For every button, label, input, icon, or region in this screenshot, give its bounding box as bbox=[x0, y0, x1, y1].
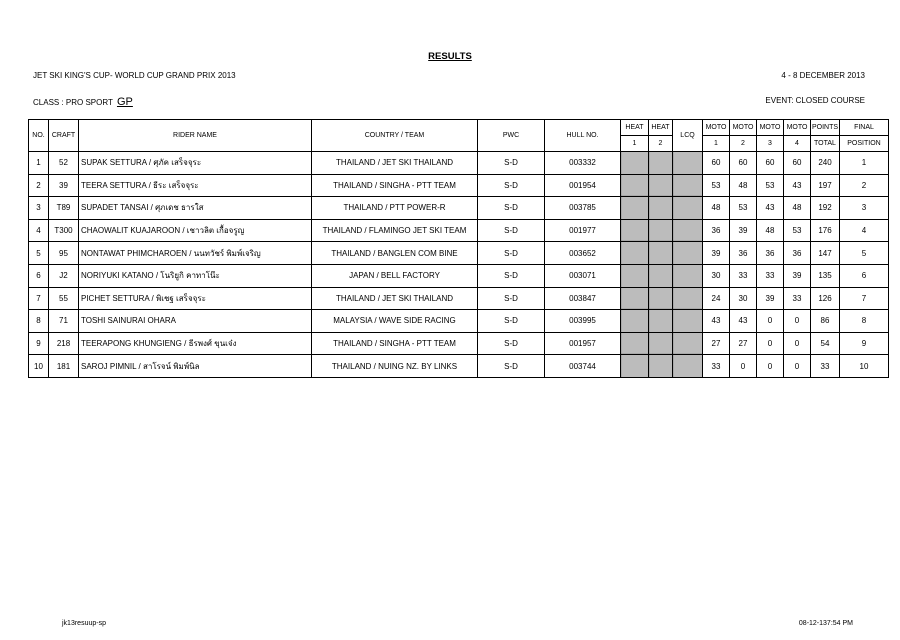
cell-heat1 bbox=[621, 310, 649, 333]
cell-craft: 55 bbox=[49, 287, 79, 310]
cell-moto3: 36 bbox=[757, 242, 784, 265]
cell-hull: 003995 bbox=[545, 310, 621, 333]
cell-craft: 218 bbox=[49, 332, 79, 355]
cell-moto1: 48 bbox=[703, 197, 730, 220]
cell-hull: 003785 bbox=[545, 197, 621, 220]
col-header-craft: CRAFT bbox=[49, 120, 79, 152]
cell-heat1 bbox=[621, 332, 649, 355]
cell-no: 8 bbox=[29, 310, 49, 333]
cell-moto3: 39 bbox=[757, 287, 784, 310]
cell-moto3: 0 bbox=[757, 310, 784, 333]
cell-moto1: 39 bbox=[703, 242, 730, 265]
cell-moto1: 60 bbox=[703, 152, 730, 175]
cell-final-position: 10 bbox=[840, 355, 889, 378]
cell-heat2 bbox=[649, 264, 673, 287]
cell-moto3: 60 bbox=[757, 152, 784, 175]
cell-moto2: 0 bbox=[730, 355, 757, 378]
cell-heat2 bbox=[649, 219, 673, 242]
cell-rider: SAROJ PIMNIL / สาโรจน์ พิมพ์นิล bbox=[79, 355, 312, 378]
cell-heat1 bbox=[621, 174, 649, 197]
cell-rider: CHAOWALIT KUAJAROON / เชาวลิต เกื้อจรูญ bbox=[79, 219, 312, 242]
cell-moto4: 48 bbox=[784, 197, 811, 220]
cell-points-total: 176 bbox=[811, 219, 840, 242]
cell-moto1: 33 bbox=[703, 355, 730, 378]
cell-lcq bbox=[673, 264, 703, 287]
cell-points-total: 33 bbox=[811, 355, 840, 378]
cell-rider: SUPAK SETTURA / ศุภัค เสร็จจุระ bbox=[79, 152, 312, 175]
cell-rider: NORIYUKI KATANO / โนริยูกิ คาทาโน๊ะ bbox=[79, 264, 312, 287]
cell-craft: T300 bbox=[49, 219, 79, 242]
cell-moto3: 0 bbox=[757, 332, 784, 355]
cell-final-position: 5 bbox=[840, 242, 889, 265]
footer-file-code: jk13resuup-sp bbox=[62, 620, 106, 627]
cell-no: 7 bbox=[29, 287, 49, 310]
cell-final-position: 1 bbox=[840, 152, 889, 175]
cell-moto2: 39 bbox=[730, 219, 757, 242]
cell-moto1: 27 bbox=[703, 332, 730, 355]
col-header-heat1-num: 1 bbox=[621, 136, 649, 152]
cell-hull: 003652 bbox=[545, 242, 621, 265]
cell-heat2 bbox=[649, 197, 673, 220]
cell-final-position: 8 bbox=[840, 310, 889, 333]
cell-heat1 bbox=[621, 152, 649, 175]
cell-craft: 181 bbox=[49, 355, 79, 378]
cell-final-position: 3 bbox=[840, 197, 889, 220]
cell-lcq bbox=[673, 287, 703, 310]
col-header-moto4: MOTO bbox=[784, 120, 811, 136]
cell-rider: SUPADET TANSAI / ศุภเดช ธารใส bbox=[79, 197, 312, 220]
cell-country: THAILAND / SINGHA - PTT TEAM bbox=[312, 332, 478, 355]
col-header-moto2-num: 2 bbox=[730, 136, 757, 152]
table-row bbox=[29, 355, 889, 378]
cell-final-position: 2 bbox=[840, 174, 889, 197]
table-row bbox=[29, 242, 889, 265]
cell-points-total: 197 bbox=[811, 174, 840, 197]
cell-pwc: S-D bbox=[478, 287, 545, 310]
cell-hull: 003071 bbox=[545, 264, 621, 287]
col-header-heat1: HEAT bbox=[621, 120, 649, 136]
col-header-points: POINTS bbox=[811, 120, 840, 136]
cell-moto4: 39 bbox=[784, 264, 811, 287]
col-header-country: COUNTRY / TEAM bbox=[312, 120, 478, 152]
cell-lcq bbox=[673, 242, 703, 265]
cell-no: 10 bbox=[29, 355, 49, 378]
cell-lcq bbox=[673, 174, 703, 197]
cell-moto4: 36 bbox=[784, 242, 811, 265]
col-header-no: NO. bbox=[29, 120, 49, 152]
cell-country: THAILAND / FLAMINGO JET SKI TEAM bbox=[312, 219, 478, 242]
cell-rider: TEERAPONG KHUNGIENG / ธีรพงศ์ ขุนเจ๋ง bbox=[79, 332, 312, 355]
cell-points-total: 54 bbox=[811, 332, 840, 355]
col-header-moto4-num: 4 bbox=[784, 136, 811, 152]
cell-moto3: 48 bbox=[757, 219, 784, 242]
cell-hull: 001977 bbox=[545, 219, 621, 242]
cell-country: THAILAND / PTT POWER-R bbox=[312, 197, 478, 220]
col-header-heat2-num: 2 bbox=[649, 136, 673, 152]
cell-rider: NONTAWAT PHIMCHAROEN / นนทวัชร์ พิมพ์เจริญ bbox=[79, 242, 312, 265]
col-header-moto1-num: 1 bbox=[703, 136, 730, 152]
cell-moto2: 33 bbox=[730, 264, 757, 287]
cell-lcq bbox=[673, 219, 703, 242]
table-row bbox=[29, 332, 889, 355]
cell-final-position: 7 bbox=[840, 287, 889, 310]
cell-pwc: S-D bbox=[478, 242, 545, 265]
cell-moto4: 33 bbox=[784, 287, 811, 310]
class-code: GP bbox=[116, 96, 133, 108]
cell-craft: 39 bbox=[49, 174, 79, 197]
cell-no: 9 bbox=[29, 332, 49, 355]
cell-hull: 003332 bbox=[545, 152, 621, 175]
cell-heat1 bbox=[621, 287, 649, 310]
cell-final-position: 4 bbox=[840, 219, 889, 242]
cell-moto4: 43 bbox=[784, 174, 811, 197]
cell-heat1 bbox=[621, 219, 649, 242]
cell-moto2: 43 bbox=[730, 310, 757, 333]
table-row bbox=[29, 152, 889, 175]
cell-pwc: S-D bbox=[478, 219, 545, 242]
col-header-moto1: MOTO bbox=[703, 120, 730, 136]
cell-country: JAPAN / BELL FACTORY bbox=[312, 264, 478, 287]
cell-heat2 bbox=[649, 355, 673, 378]
cell-moto1: 36 bbox=[703, 219, 730, 242]
cell-hull: 003744 bbox=[545, 355, 621, 378]
cell-rider: TOSHI SAINURAI OHARA bbox=[79, 310, 312, 333]
cell-moto3: 43 bbox=[757, 197, 784, 220]
class-label: CLASS : PRO SPORT bbox=[33, 98, 113, 107]
cell-points-total: 126 bbox=[811, 287, 840, 310]
cell-lcq bbox=[673, 332, 703, 355]
cell-craft: 71 bbox=[49, 310, 79, 333]
cell-country: THAILAND / JET SKI THAILAND bbox=[312, 152, 478, 175]
cell-country: MALAYSIA / WAVE SIDE RACING bbox=[312, 310, 478, 333]
cell-no: 6 bbox=[29, 264, 49, 287]
cell-pwc: S-D bbox=[478, 310, 545, 333]
cell-moto1: 43 bbox=[703, 310, 730, 333]
cell-heat2 bbox=[649, 242, 673, 265]
cell-moto3: 33 bbox=[757, 264, 784, 287]
table-row bbox=[29, 264, 889, 287]
cell-no: 2 bbox=[29, 174, 49, 197]
cell-moto2: 48 bbox=[730, 174, 757, 197]
cell-craft: 95 bbox=[49, 242, 79, 265]
cell-heat1 bbox=[621, 197, 649, 220]
cell-pwc: S-D bbox=[478, 332, 545, 355]
cell-rider: PICHET SETTURA / พิเชฐ เสร็จจุระ bbox=[79, 287, 312, 310]
cell-moto3: 0 bbox=[757, 355, 784, 378]
results-table bbox=[28, 119, 889, 378]
cell-no: 3 bbox=[29, 197, 49, 220]
cell-no: 1 bbox=[29, 152, 49, 175]
cell-moto2: 30 bbox=[730, 287, 757, 310]
cell-no: 5 bbox=[29, 242, 49, 265]
col-header-heat2: HEAT bbox=[649, 120, 673, 136]
cell-moto1: 24 bbox=[703, 287, 730, 310]
cell-lcq bbox=[673, 310, 703, 333]
table-row bbox=[29, 174, 889, 197]
col-header-final: FINAL bbox=[840, 120, 889, 136]
cell-rider: TEERA SETTURA / ธีระ เสร็จจุระ bbox=[79, 174, 312, 197]
cell-moto4: 0 bbox=[784, 310, 811, 333]
cell-hull: 001957 bbox=[545, 332, 621, 355]
cell-pwc: S-D bbox=[478, 355, 545, 378]
col-header-lcq: LCQ bbox=[673, 120, 703, 152]
header-row bbox=[29, 120, 889, 136]
cell-no: 4 bbox=[29, 219, 49, 242]
event-name: JET SKI KING'S CUP- WORLD CUP GRAND PRIX 2013 bbox=[33, 71, 236, 80]
cell-points-total: 240 bbox=[811, 152, 840, 175]
col-header-hull: HULL NO. bbox=[545, 120, 621, 152]
cell-moto2: 60 bbox=[730, 152, 757, 175]
cell-moto2: 53 bbox=[730, 197, 757, 220]
cell-heat2 bbox=[649, 174, 673, 197]
col-header-final-position: POSITION bbox=[840, 136, 889, 152]
class-line bbox=[33, 96, 133, 108]
cell-moto3: 53 bbox=[757, 174, 784, 197]
cell-lcq bbox=[673, 152, 703, 175]
col-header-points-total: TOTAL bbox=[811, 136, 840, 152]
col-header-moto2: MOTO bbox=[730, 120, 757, 136]
cell-points-total: 192 bbox=[811, 197, 840, 220]
cell-craft: J2 bbox=[49, 264, 79, 287]
col-header-moto3: MOTO bbox=[757, 120, 784, 136]
col-header-moto3-num: 3 bbox=[757, 136, 784, 152]
cell-moto4: 0 bbox=[784, 355, 811, 378]
cell-moto1: 53 bbox=[703, 174, 730, 197]
cell-pwc: S-D bbox=[478, 197, 545, 220]
cell-country: THAILAND / NUING NZ. BY LINKS bbox=[312, 355, 478, 378]
cell-points-total: 147 bbox=[811, 242, 840, 265]
cell-pwc: S-D bbox=[478, 264, 545, 287]
cell-moto2: 27 bbox=[730, 332, 757, 355]
cell-hull: 003847 bbox=[545, 287, 621, 310]
table-row bbox=[29, 219, 889, 242]
cell-moto1: 30 bbox=[703, 264, 730, 287]
cell-country: THAILAND / BANGLEN COM BINE bbox=[312, 242, 478, 265]
cell-points-total: 135 bbox=[811, 264, 840, 287]
event-dates: 4 - 8 DECEMBER 2013 bbox=[781, 71, 865, 80]
cell-moto2: 36 bbox=[730, 242, 757, 265]
cell-points-total: 86 bbox=[811, 310, 840, 333]
cell-heat2 bbox=[649, 332, 673, 355]
cell-country: THAILAND / JET SKI THAILAND bbox=[312, 287, 478, 310]
event-type: EVENT: CLOSED COURSE bbox=[765, 96, 865, 105]
page-title: RESULTS bbox=[428, 51, 472, 62]
footer-timestamp: 08-12-137:54 PM bbox=[798, 620, 853, 627]
cell-final-position: 6 bbox=[840, 264, 889, 287]
col-header-rider: RIDER NAME bbox=[79, 120, 312, 152]
cell-heat2 bbox=[649, 152, 673, 175]
cell-pwc: S-D bbox=[478, 152, 545, 175]
cell-pwc: S-D bbox=[478, 174, 545, 197]
col-header-pwc: PWC bbox=[478, 120, 545, 152]
cell-country: THAILAND / SINGHA - PTT TEAM bbox=[312, 174, 478, 197]
cell-moto4: 60 bbox=[784, 152, 811, 175]
cell-final-position: 9 bbox=[840, 332, 889, 355]
cell-hull: 001954 bbox=[545, 174, 621, 197]
cell-moto4: 53 bbox=[784, 219, 811, 242]
cell-lcq bbox=[673, 197, 703, 220]
table-row bbox=[29, 197, 889, 220]
cell-craft: 52 bbox=[49, 152, 79, 175]
table-row bbox=[29, 287, 889, 310]
cell-heat1 bbox=[621, 264, 649, 287]
cell-heat2 bbox=[649, 287, 673, 310]
cell-heat1 bbox=[621, 242, 649, 265]
cell-craft: T89 bbox=[49, 197, 79, 220]
cell-moto4: 0 bbox=[784, 332, 811, 355]
cell-lcq bbox=[673, 355, 703, 378]
cell-heat1 bbox=[621, 355, 649, 378]
cell-heat2 bbox=[649, 310, 673, 333]
table-row bbox=[29, 310, 889, 333]
